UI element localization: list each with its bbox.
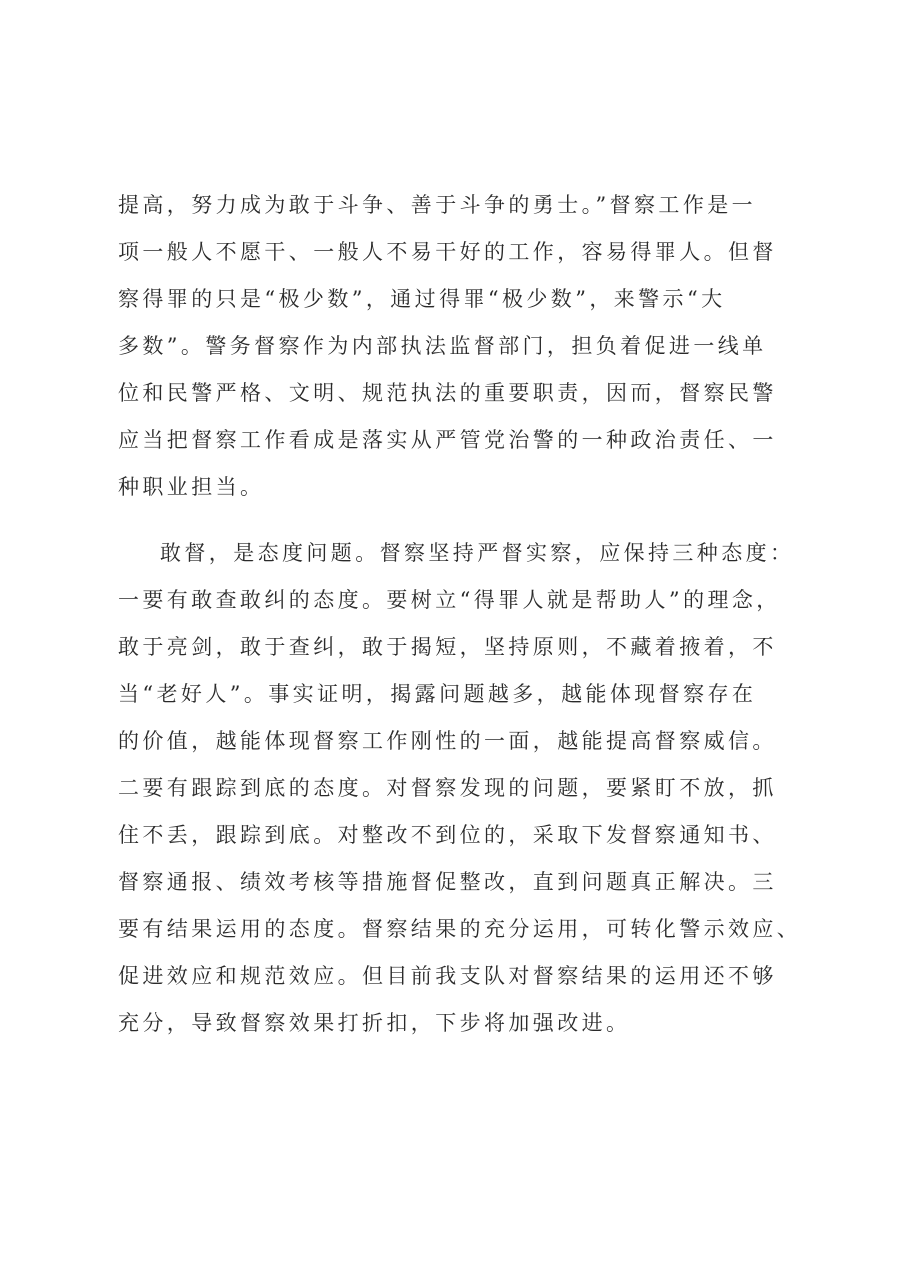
paragraph-line: 督察通报、绩效考核等措施督促整改，直到问题真正解决。三 <box>118 870 777 894</box>
paragraph-line: 住不丢，跟踪到底。对整改不到位的，采取下发督察通知书、 <box>118 823 777 847</box>
paragraph-line: 察得罪的只是“极少数”，通过得罪“极少数”，来警示“大 <box>118 287 726 311</box>
paragraph-line: 项一般人不愿干、一般人不易干好的工作，容易得罪人。但督 <box>118 240 777 264</box>
paragraph-line: 充分，导致督察效果打折扣，下步将加强改进。 <box>118 1011 631 1035</box>
paragraph-line: 提高，努力成为敢于斗争、善于斗争的勇士。”督察工作是一 <box>118 193 757 217</box>
paragraph-line: 位和民警严格、文明、规范执法的重要职责，因而，督察民警 <box>118 381 777 405</box>
paragraph-line: 敢于亮剑，敢于查纠，敢于揭短，坚持原则，不藏着掖着，不 <box>118 635 777 659</box>
paragraph-line: 要有结果运用的态度。督察结果的充分运用，可转化警示效应、 <box>118 917 802 941</box>
paragraph-line: 的价值，越能体现督察工作刚性的一面，越能提高督察威信。 <box>118 729 777 753</box>
paragraph-line: 敢督，是态度问题。督察坚持严督实察，应保持三种态度： <box>160 541 795 565</box>
paragraph-line: 多数”。警务督察作为内部执法监督部门，担负着促进一线单 <box>118 334 767 358</box>
paragraph-line: 种职业担当。 <box>118 475 265 499</box>
paragraph-line: 促进效应和规范效应。但目前我支队对督察结果的运用还不够 <box>118 964 777 988</box>
paragraph-line: 二要有跟踪到底的态度。对督察发现的问题，要紧盯不放，抓 <box>118 776 777 800</box>
paragraph-line: 当“老好人”。事实证明，揭露问题越多，越能体现督察存在 <box>118 682 757 706</box>
paragraph-line: 应当把督察工作看成是落实从严管党治警的一种政治责任、一 <box>118 428 777 452</box>
paragraph-line: 一要有敢查敢纠的态度。要树立“得罪人就是帮助人”的理念， <box>118 588 781 612</box>
